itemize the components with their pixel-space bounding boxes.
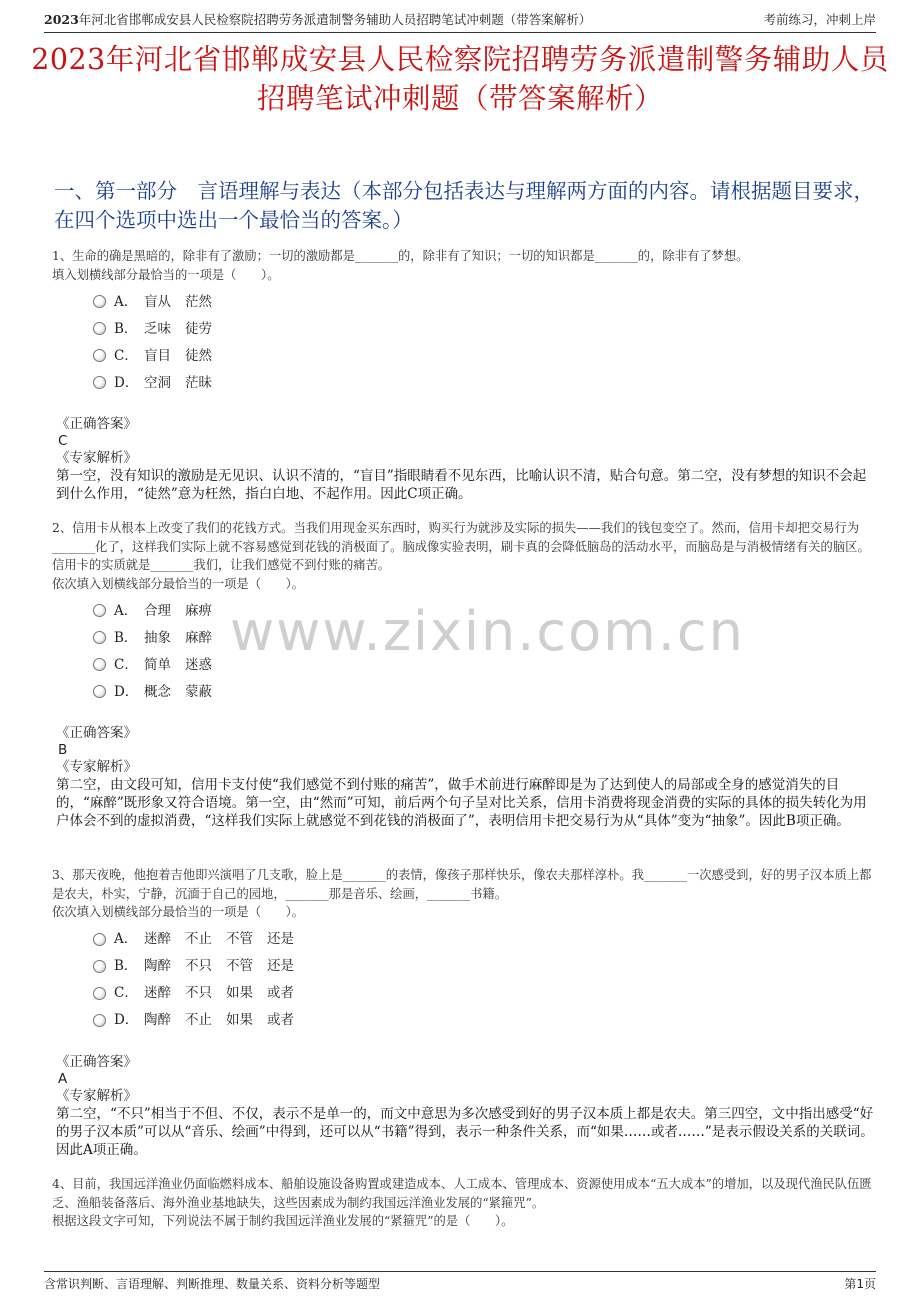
page-num: 1 <box>856 1277 864 1291</box>
option-word: 陶醉 <box>144 1012 171 1028</box>
page-number <box>844 1275 876 1292</box>
radio-icon[interactable] <box>93 933 106 946</box>
radio-icon[interactable] <box>93 631 106 644</box>
page-suffix: 页 <box>863 1277 876 1291</box>
option-a[interactable] <box>93 286 878 313</box>
option-word: 徒然 <box>185 347 212 364</box>
radio-icon[interactable] <box>93 685 106 698</box>
answer-value: C <box>58 433 68 449</box>
option-word: 徒劳 <box>185 320 212 337</box>
option-word: 迷惑 <box>185 656 212 673</box>
option-word: 茫昧 <box>185 374 212 391</box>
page-footer <box>44 1271 876 1292</box>
option-c[interactable] <box>93 649 878 676</box>
radio-icon[interactable] <box>93 658 106 671</box>
option-word: 合理 <box>144 602 171 619</box>
option-word: 麻痹 <box>185 602 212 619</box>
option-b[interactable] <box>93 951 878 978</box>
radio-icon[interactable] <box>93 322 106 335</box>
option-word: 乏味 <box>144 320 171 337</box>
option-a[interactable] <box>93 595 878 622</box>
option-word: 不管 <box>226 958 253 974</box>
answer-label: 《正确答案》 <box>56 416 137 432</box>
option-word: 盲目 <box>144 347 171 364</box>
option-word: 或者 <box>267 985 294 1001</box>
option-label: B． <box>114 629 138 646</box>
question-prompt: 根据这段文字可知，下列说法不属于制约我国远洋渔业发展的“紧箍咒”的是（ ）。 <box>52 1214 514 1228</box>
page-header <box>44 10 876 33</box>
option-word: 陶醉 <box>144 958 171 974</box>
section-heading: 一、第一部分 言语理解与表达（本部分包括表达与理解两方面的内容。请根据题目要求，在四个选项中选出一个最恰当的答案。） <box>54 179 874 232</box>
radio-icon[interactable] <box>93 295 106 308</box>
radio-icon[interactable] <box>93 960 106 973</box>
answer-label: 《正确答案》 <box>56 1053 137 1070</box>
option-word: 蒙蔽 <box>185 683 212 700</box>
radio-icon[interactable] <box>93 1014 106 1027</box>
option-label: A． <box>114 293 138 310</box>
question-prompt: 填入划横线部分最恰当的一项是（ ）。 <box>52 267 280 282</box>
radio-icon[interactable] <box>93 349 106 362</box>
question-stem: 2、信用卡从根本上改变了我们的花钱方式。当我们用现金买东西时，购买行为就涉及实际的损失——我们的钱包变空了。然而，信用卡却把交易行为_______化了，这样我们实际上就不容易感觉到花钱的消极面了。脑成像实验表明，刷卡真的会降低脑岛的活动水平，而脑岛是与消极情绪有关的脑区。信用卡的实质就是_______我们，让我们感觉不到付账的痛苦。 <box>52 521 870 572</box>
option-a[interactable] <box>93 924 878 951</box>
option-word: 如果 <box>226 985 253 1001</box>
footer-left: 含常识判断、言语理解、判断推理、数量关系、资料分析等题型 <box>44 1277 381 1291</box>
option-word: 不只 <box>185 958 212 974</box>
option-word: 还是 <box>267 931 294 947</box>
option-word: 迷醉 <box>144 931 171 947</box>
option-d[interactable] <box>93 1005 878 1032</box>
option-label: A． <box>114 602 138 619</box>
option-label: B． <box>114 320 138 337</box>
header-year: 2023 <box>44 12 79 27</box>
document-title: 2023年河北省邯郸成安县人民检察院招聘劳务派遣制警务辅助人员招聘笔试冲刺题（带答案解析） <box>31 43 889 115</box>
option-word: 或者 <box>267 1012 294 1028</box>
option-word: 迷醉 <box>144 985 171 1001</box>
option-b[interactable] <box>93 313 878 340</box>
option-word: 简单 <box>144 656 171 673</box>
option-word: 不止 <box>185 931 212 947</box>
question-1 <box>52 247 878 503</box>
question-3 <box>52 866 878 1159</box>
page-prefix: 第 <box>844 1277 857 1291</box>
analysis-label: 《专家解析》 <box>56 450 137 466</box>
option-word: 还是 <box>267 958 294 974</box>
option-label: B． <box>114 958 138 974</box>
question-stem: 4、目前，我国远洋渔业仍面临燃料成本、船舶设施设备购置或建造成本、人工成本、管理成本、资源使用成本“五大成本”的增加，以及现代渔民队伍匮乏、渔船装备落后、海外渔业基地缺失，这些因素成为制约我国远洋渔业发展的“紧箍咒”。 <box>52 1177 872 1210</box>
analysis-text: 第二空，“不只”相当于不但、不仅，表示不是单一的，而文中意思为多次感受到好的男子汉本质上都是农夫。第三四空，文中指出感受“好的男子汉本质”可以从“音乐、绘画”中得到，还可以从“书籍”得到，表示一种条件关系，而“如果……或者……”是表示假设关系的关联词。因此A项正确。 <box>56 1105 874 1158</box>
question-4 <box>52 1175 878 1231</box>
option-label: D． <box>114 374 139 391</box>
option-word: 不止 <box>185 1012 212 1028</box>
radio-icon[interactable] <box>93 604 106 617</box>
header-left-text: 年河北省邯郸成安县人民检察院招聘劳务派遣制警务辅助人员招聘笔试冲刺题（带答案解析） <box>78 12 592 27</box>
header-right: 考前练习，冲刺上岸 <box>763 12 876 27</box>
option-label: C． <box>114 985 138 1001</box>
option-word: 如果 <box>226 1012 253 1028</box>
question-2 <box>52 519 878 830</box>
header-left <box>44 10 591 32</box>
analysis-text: 第二空，由文段可知，信用卡支付使“我们感觉不到付账的痛苦”，做手术前进行麻醉即是为了达到使人的局部或全身的感觉消失的目的，“麻醉”既形象又符合语境。第一空，由“然而”可知，前后两个句子呈对比关系，信用卡消费将现金消费的实际的具体的损失转化为用户体会不到的虚拟消费，“这样我们实际上就感觉不到花钱的消极面了”，表明信用卡把交易行为从“具体”变为“抽象”。因此B项正确。 <box>56 777 867 829</box>
option-label: C． <box>114 347 138 364</box>
option-word: 抽象 <box>144 629 171 646</box>
question-prompt: 依次填入划横线部分最恰当的一项是（ ）。 <box>52 576 305 591</box>
question-stem: 3、那天夜晚，他抱着吉他即兴演唱了几支歌，脸上是_______的表情，像孩子那样快乐，像农夫那样淳朴。我_______一次感受到，好的男子汉本质上都是农夫，朴实，宁静，沉湎于自己的园地，_______那是音乐、绘画，_______书籍。 <box>52 868 872 901</box>
option-word: 不管 <box>226 931 253 947</box>
radio-icon[interactable] <box>93 987 106 1000</box>
option-label: D． <box>114 1012 139 1028</box>
option-word: 不只 <box>185 985 212 1001</box>
option-d[interactable] <box>93 367 878 394</box>
answer-value: B <box>58 742 68 758</box>
option-word: 盲从 <box>144 293 171 310</box>
radio-icon[interactable] <box>93 376 106 389</box>
option-word: 麻醉 <box>185 629 212 646</box>
option-label: D． <box>114 683 139 700</box>
question-stem: 1、生命的确是黑暗的，除非有了激励；一切的激励都是_______的，除非有了知识；一切的知识都是_______的，除非有了梦想。 <box>52 249 749 263</box>
option-word: 茫然 <box>185 293 212 310</box>
option-word: 概念 <box>144 683 171 700</box>
option-label: A． <box>114 931 138 947</box>
option-b[interactable] <box>93 622 878 649</box>
analysis-text: 第一空，没有知识的激励是无见识、认识不清的，“盲目”指眼睛看不见东西，比喻认识不清，贴合句意。第二空，没有梦想的知识不会起到什么作用，“徒然”意为枉然，指白白地、不起作用。因此C项正确。 <box>56 468 867 502</box>
option-label: C． <box>114 656 138 673</box>
analysis-label: 《专家解析》 <box>56 759 137 775</box>
question-prompt: 依次填入划横线部分最恰当的一项是（ ）。 <box>52 905 305 919</box>
option-d[interactable] <box>93 676 878 703</box>
answer-value: A <box>58 1070 68 1087</box>
answer-label: 《正确答案》 <box>56 725 137 741</box>
option-c[interactable] <box>93 340 878 367</box>
watermark: www.zixin.com.cn <box>230 600 745 663</box>
analysis-label: 《专家解析》 <box>56 1087 137 1104</box>
option-c[interactable] <box>93 978 878 1005</box>
option-word: 空洞 <box>144 374 171 391</box>
